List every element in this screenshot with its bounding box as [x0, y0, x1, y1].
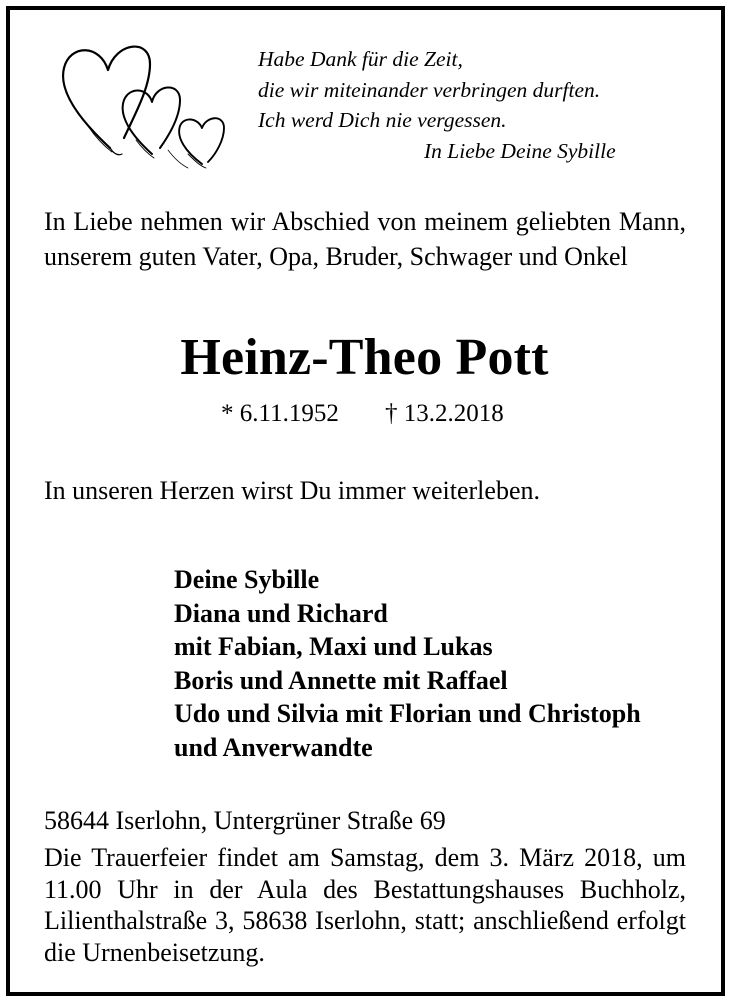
mourners-list — [174, 563, 641, 765]
death-date: † 13.2.2018 — [385, 400, 504, 427]
verse — [258, 44, 616, 166]
verse-line: die wir miteinander verbringen durften. — [258, 77, 601, 102]
deceased-name: Heinz-Theo Pott — [180, 329, 549, 386]
address: 58644 Iserlohn, Untergrüner Straße 69 — [44, 806, 446, 835]
mourner-line: Boris und Annette mit Raffael — [174, 665, 508, 695]
three-hearts-icon — [52, 30, 242, 180]
mourner-line: Diana und Richard — [174, 598, 388, 628]
mourner-line: Deine Sybille — [174, 565, 320, 594]
memory-line: In unseren Herzen wirst Du immer weiterleben. — [44, 476, 540, 505]
mourner-line: mit Fabian, Maxi und Lukas — [174, 632, 493, 662]
birth-date: * 6.11.1952 — [221, 400, 339, 427]
verse-line: Habe Dank für die Zeit, — [258, 47, 463, 71]
verse-line: Ich werd Dich nie vergessen. — [258, 108, 507, 132]
mourner-line: Udo und Silvia mit Florian und Christoph — [174, 699, 641, 729]
intro-text: In Liebe nehmen wir Abschied von meinem geliebten Mann, unserem guten Vater, Opa, Bruder, Schwager und Onkel — [44, 207, 686, 271]
service-notice: Die Trauerfeier findet am Samstag, dem 3. März 2018, um 11.00 Uhr in der Aula des Bestattungshauses Buchholz, Lilienthalstraße 3, 58638 Iserlohn, statt; anschließend erfolgt die Urnenbeisetzung. — [44, 843, 686, 967]
mourner-line: und Anverwandte — [174, 732, 373, 762]
verse-signature: In Liebe Deine Sybille — [424, 138, 616, 163]
